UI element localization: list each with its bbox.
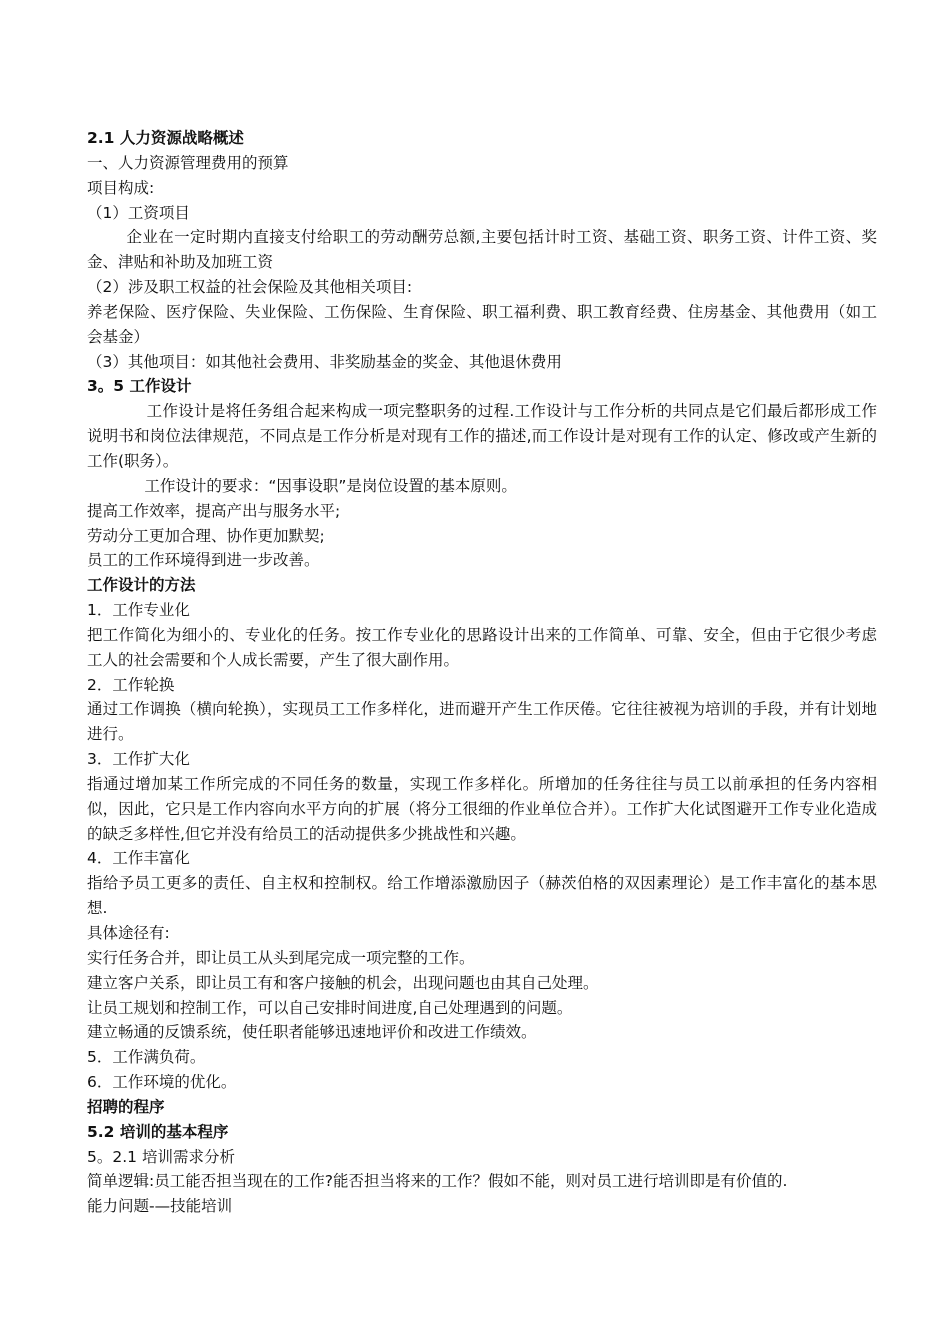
paragraph-enrichment: 指给予员工更多的责任、自主权和控制权。给工作增添激励因子（赫茨伯格的双因素理论）是工作丰富化的基本思想. [87,874,877,918]
text-improve-efficiency: 提高工作效率，提高产出与服务水平; [87,501,341,520]
text-method-enlargement: 3．工作扩大化 [87,750,190,769]
heading-hr-strategy-overview: 2.1 人力资源战略概述 [87,129,244,147]
text-method-rotation: 2．工作轮换 [87,675,175,694]
text-training-needs-analysis: 5。2.1 培训需求分析 [87,1147,235,1166]
paragraph-wage-definition: 企业在一定时期内直接支付给职工的劳动酬劳总额,主要包括计时工资、基础工资、职务工资、计件工资、奖金、津贴和补助及加班工资 [87,228,877,272]
subheading-hr-cost-budget: 一、人力资源管理费用的预算 [87,153,289,172]
text-feedback-system: 建立畅通的反馈系统，使任职者能够迅速地评价和改进工作绩效。 [87,1023,537,1042]
heading-training-procedure: 5.2 培训的基本程序 [87,1122,229,1141]
paragraph-insurance-list: 养老保险、医疗保险、失业保险、工伤保险、生育保险、职工福利费、职工教育经费、住房基金、其他费用（如工会基金） [87,302,877,346]
text-method-specialization: 1．工作专业化 [87,601,190,620]
text-division-of-labor: 劳动分工更加合理、协作更加默契; [87,526,325,545]
text-simple-logic: 简单逻辑:员工能否担当现在的工作?能否担当将来的工作？假如不能，则对员工进行培训即是有价值的. [87,1172,788,1191]
text-job-design-requirement: 工作设计的要求：“因事设职”是岗位设置的基本原则。 [144,476,517,495]
text-method-environment: 6．工作环境的优化。 [87,1073,237,1092]
text-specific-approaches: 具体途径有: [87,924,170,942]
paragraph-job-design-definition: 工作设计是将任务组合起来构成一项完整职务的过程.工作设计与工作分析的共同点是它们最后都形成工作说明书和岗位法律规范，不同点是工作分析是对现有工作的描述,而工作设计是对现有工作的认定、修改或产生新的工作(职务）。 [87,402,877,470]
text-method-full-load: 5．工作满负荷。 [87,1048,206,1067]
text-wage-items: （1）工资项目 [87,203,190,222]
paragraph-enlargement: 指通过增加某工作所完成的不同任务的数量，实现工作多样化。所增加的任务往往与员工以前承担的任务内容相似，因此，它只是工作内容向水平方向的扩展（将分工很细的作业单位合并）。工作扩大化试图避开工作专业化造成的缺乏多样性,但它并没有给员工的活动提供多少挑战性和兴趣。 [87,774,877,843]
text-self-planning: 让员工规划和控制工作，可以自己安排时间进度,自己处理遇到的问题。 [87,998,573,1017]
paragraph-rotation: 通过工作调换（横向轮换），实现员工工作多样化，进而避开产生工作厌倦。它往往被视为培训的手段，并有计划地进行。 [87,700,877,744]
text-client-relationship: 建立客户关系，即让员工有和客户接触的机会，出现问题也由其自己处理。 [87,973,599,992]
heading-recruitment-procedure: 招聘的程序 [87,1097,165,1116]
heading-job-design: 3。5 工作设计 [87,377,192,396]
text-task-combination: 实行任务合并，即让员工从头到尾完成一项完整的工作。 [87,948,475,967]
text-other-items: （3）其他项目：如其他社会费用、非奖励基金的奖金、其他退休费用 [87,352,562,371]
text-method-enrichment: 4．工作丰富化 [87,849,190,868]
text-item-composition: 项目构成: [87,178,155,197]
heading-job-design-methods: 工作设计的方法 [87,576,196,595]
paragraph-specialization: 把工作简化为细小的、专业化的任务。按工作专业化的思路设计出来的工作简单、可靠、安全，但由于它很少考虑工人的社会需要和个人成长需要，产生了很大副作用。 [87,625,877,669]
document-page [87,126,877,1219]
text-social-insurance-items: （2）涉及职工权益的社会保险及其他相关项目: [87,278,413,297]
text-ability-problem: 能力问题-—技能培训 [87,1197,233,1216]
text-work-environment: 员工的工作环境得到进一步改善。 [87,551,320,570]
